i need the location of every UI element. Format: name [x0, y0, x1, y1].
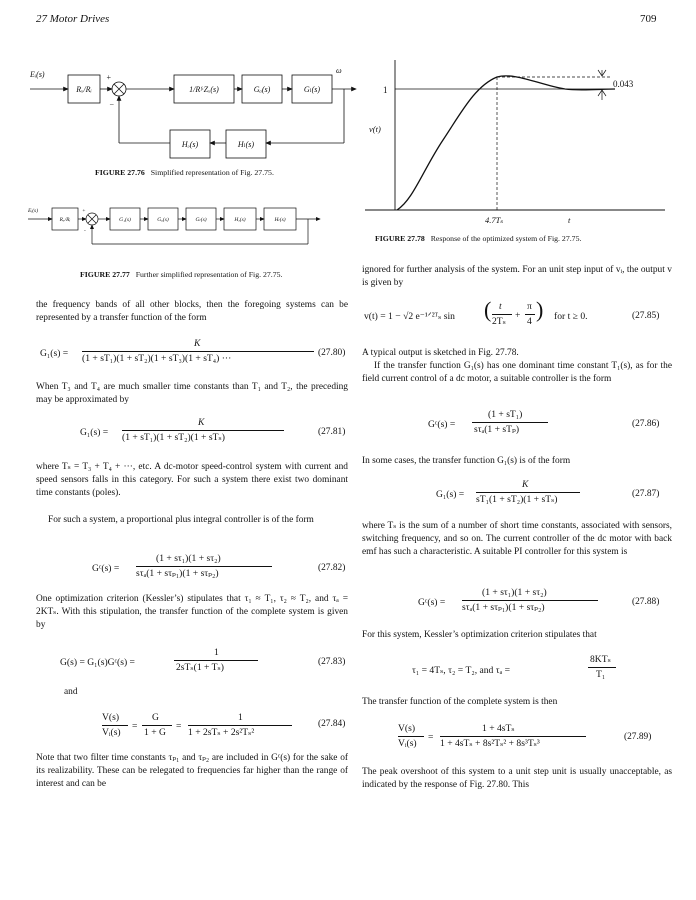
- paragraph-right-5: where Tₛ is the sum of a number of short time constants, associated with sensors, switching frequency, and so on. The current controller of the dc motor with back emf has such a characteristic. A suitable PI controller for this system is: [362, 521, 672, 558]
- eq85-plus: +: [515, 310, 521, 321]
- eq85-num: t: [499, 301, 502, 312]
- x-axis-label: t: [568, 215, 571, 225]
- eq81-den: (1 + sT₁)(1 + sT₂)(1 + sTₛ): [122, 432, 225, 443]
- caption-27-77: [80, 270, 283, 279]
- caption-text: Response of the optimized system of Fig. 27.75.: [430, 234, 582, 243]
- eq86-lhs: Gᶜ(s) =: [428, 419, 456, 430]
- y-tick-1: 1: [383, 85, 388, 95]
- crit-den: T₁: [596, 669, 606, 680]
- eq83-number: (27.83): [318, 657, 346, 667]
- caption-27-78: [375, 234, 581, 243]
- fig76-block-6: Hₗ(s): [237, 140, 255, 149]
- eq89-number: (27.89): [624, 732, 652, 742]
- eq81-number: (27.81): [318, 427, 346, 437]
- eq86-den: sτₐ(1 + sTₚ): [474, 424, 520, 435]
- eq80-lhs: G₁(s) =: [40, 348, 69, 359]
- fig76-output: ω: [336, 66, 342, 75]
- caption-text: Simplified representation of Fig. 27.75.: [150, 168, 274, 177]
- paragraph-left-5: One optimization criterion (Kessler’s) stipulates that τ₁ ≈ T₁, τ₂ ≈ T₂, and τₐ = 2KTₛ. With this stipulation, the transfer function of the complete system is given by: [36, 594, 348, 631]
- fig76-minus: −: [109, 100, 115, 109]
- paragraph-left-3: where Tₛ = T₃ + T₄ + ···, etc. A dc-motor speed-control system with current and speed sensors falls in this category. For such a system there exist two dominant time constants (poles).: [36, 462, 348, 499]
- equation-27-81: [80, 416, 352, 448]
- eq80-number: (27.80): [318, 348, 346, 358]
- eq82-num: (1 + sτ₁)(1 + sτ₂): [156, 553, 221, 564]
- eq85-four: 4: [527, 316, 532, 327]
- caption-label: FIGURE 27.78: [375, 234, 425, 243]
- eq82-lhs: Gᶜ(s) =: [92, 563, 120, 574]
- caption-text: Further simplified representation of Fig. 27.75.: [135, 270, 283, 279]
- eq86-number: (27.86): [632, 419, 660, 429]
- fig77-block-6: Hₗ(s): [274, 217, 286, 223]
- eq83-num: 1: [214, 647, 219, 658]
- paragraph-right-8: The peak overshoot of this system to a unit step unit is usually unacceptable, as indicated by the response of Fig. 27.80. This: [362, 767, 672, 791]
- crit-num: 8KTₛ: [590, 654, 611, 665]
- response-curve: [397, 76, 615, 210]
- overshoot-label: 0.043: [613, 79, 634, 89]
- x-tick-label: 4.7Tₛ: [485, 215, 504, 225]
- fig76-block-1: Rₓ/Rᵢ: [76, 85, 92, 94]
- equation-27-84: V(s) Vᵢ(s) = G 1 + G = 1 1 + 2sTₛ + 2s²Tₛ² (27.84): [102, 712, 346, 738]
- fig76-block-2: 1/Rᶠ·Zₓ(s): [189, 85, 219, 94]
- eq89-num: 1 + 4sTₛ: [482, 723, 515, 734]
- eq84-lhs-num: V(s): [102, 712, 120, 723]
- paragraph-right-3: If the transfer function G₁(s) has one dominant time constant T₁(s), as for the field current control of a dc motor, a suitable controller is the form: [362, 361, 672, 385]
- eq87-den: sT₁(1 + sT₂)(1 + sTₛ): [476, 494, 558, 505]
- eq85-condition: for t ≥ 0.: [554, 311, 588, 322]
- block-diagram-27-77: [28, 200, 358, 260]
- fig76-block-5: Hₔ(s): [181, 140, 199, 149]
- fig76-block-3: Gₐ(s): [253, 85, 271, 94]
- caption-label: FIGURE 27.77: [80, 270, 130, 279]
- fig77-plus: +: [82, 208, 86, 214]
- eq83-den: 2sTₛ(1 + Tₛ): [176, 662, 224, 673]
- eq85-main: v(t) = 1 − √2 e⁻¹ᐟ²ᵀₛ sin: [364, 311, 455, 322]
- equation-27-83: [60, 646, 352, 678]
- equation-27-82: [92, 552, 352, 584]
- fig76-input: Eᵢ(s): [30, 70, 45, 79]
- fig76-block-4: Gₗ(s): [303, 85, 321, 94]
- paragraph-left-4: For such a system, a proportional plus integral controller is of the form: [48, 515, 314, 525]
- kessler-criterion: [412, 653, 652, 687]
- eq83-lhs: G(s) = G₁(s)Gᶜ(s) =: [60, 657, 135, 668]
- paragraph-right-6: For this system, Kessler’s optimization criterion stipulates that: [362, 630, 597, 640]
- eq84-lhs-den: Vᵢ(s): [102, 727, 121, 738]
- fig77-block-3: Gₐ(s): [157, 217, 169, 223]
- crit-text: τ₁ = 4Tₛ, τ₂ = T₂, and τₐ =: [412, 665, 511, 676]
- paragraph-left-1: the frequency bands of all other blocks, then the foregoing systems can be represented by a transfer function of the form: [36, 300, 348, 324]
- paragraph-right-4: In some cases, the transfer function G₁(s) is of the form: [362, 456, 571, 466]
- eq87-num: K: [522, 479, 529, 490]
- eq80-den: (1 + sT₁)(1 + sT₂)(1 + sT₃)(1 + sT₄) ···: [82, 353, 232, 364]
- fig76-plus: +: [106, 73, 112, 82]
- y-axis-label: v(t): [369, 124, 381, 134]
- caption-27-76: [95, 168, 274, 177]
- equation-27-88: [418, 586, 674, 618]
- eq85-den: 2Tₛ: [492, 316, 506, 327]
- fig77-input: Eᵢ(s): [28, 208, 39, 214]
- equation-27-89: V(s) Vᵢ(s) = 1 + 4sTₛ 1 + 4sTₛ + 8s²Tₛ² + 8s³Tₛ³ (27.89): [398, 723, 652, 749]
- eq84-r-num: 1: [238, 712, 243, 723]
- eq80-num: K: [194, 338, 201, 349]
- eq81-lhs: G₁(s) =: [80, 427, 109, 438]
- eq84-r-den: 1 + 2sTₛ + 2s²Tₛ²: [188, 727, 255, 738]
- paragraph-right-7: The transfer function of the complete system is then: [362, 697, 558, 707]
- eq88-lhs: Gᶜ(s) =: [418, 597, 446, 608]
- paragraph-left-6: Note that two filter time constants τₚ₁ and τₚ₂ are included in Gᶜ(s) for the sake of its realizability. These can be relegated to frequencies far higher than the range of interest and can be: [36, 753, 348, 790]
- eq84-mid-num: G: [152, 712, 159, 723]
- eq81-num: K: [198, 417, 205, 428]
- eq88-den: sτₐ(1 + sτₚ₁)(1 + sτₚ₂): [462, 602, 545, 613]
- eq89-lhs-num: V(s): [398, 723, 416, 734]
- eq86-num: (1 + sT₁): [488, 409, 523, 420]
- eq87-lhs: G₁(s) =: [436, 489, 465, 500]
- and-text: and: [64, 687, 78, 697]
- equation-27-86: [428, 408, 674, 440]
- eq89-den: 1 + 4sTₛ + 8s²Tₛ² + 8s³Tₛ³: [440, 738, 540, 749]
- eq82-number: (27.82): [318, 563, 346, 573]
- fig77-minus: -: [84, 228, 86, 234]
- eq88-number: (27.88): [632, 597, 660, 607]
- eq85-number: (27.85): [632, 311, 660, 321]
- fig77-block-4: Gₗ(s): [195, 217, 207, 223]
- paragraph-left-2: When T₃ and T₄ are much smaller time constants than T₁ and T₂, the preceding may be approximated by: [36, 382, 348, 406]
- eq88-num: (1 + sτ₁)(1 + sτ₂): [482, 587, 547, 598]
- eq84-mid-den: 1 + G: [144, 727, 166, 738]
- response-plot-27-78: [365, 60, 665, 230]
- equation-27-87: [436, 478, 674, 510]
- eq85-pi: π: [527, 301, 532, 312]
- caption-label: FIGURE 27.76: [95, 168, 145, 177]
- fig77-block-2: G₁(s): [119, 217, 131, 223]
- running-header: 27 Motor Drives: [36, 13, 110, 25]
- eq82-den: sτₐ(1 + sτₚ₁)(1 + sτₚ₂): [136, 568, 219, 579]
- fig77-block-1: Rₓ/Rᵢ: [59, 217, 71, 223]
- fig77-block-5: Hₔ(s): [234, 217, 246, 223]
- page-number: 709: [640, 13, 657, 25]
- paragraph-right-2: A typical output is sketched in Fig. 27.78.: [362, 348, 519, 358]
- block-diagram-27-76: [30, 60, 360, 165]
- eq89-lhs-den: Vᵢ(s): [398, 738, 417, 749]
- paragraph-right-1: ignored for further analysis of the system. For an unit step input of vᵢ, the output v is given by: [362, 265, 672, 289]
- equation-27-80: [40, 337, 352, 369]
- equation-27-85: v(t) = 1 − √2 e⁻¹ᐟ²ᵀₛ sin ( t 2Tₛ + π 4 ) for t ≥ 0. (27.85): [364, 297, 660, 327]
- eq84-number: (27.84): [318, 719, 346, 729]
- eq87-number: (27.87): [632, 489, 660, 499]
